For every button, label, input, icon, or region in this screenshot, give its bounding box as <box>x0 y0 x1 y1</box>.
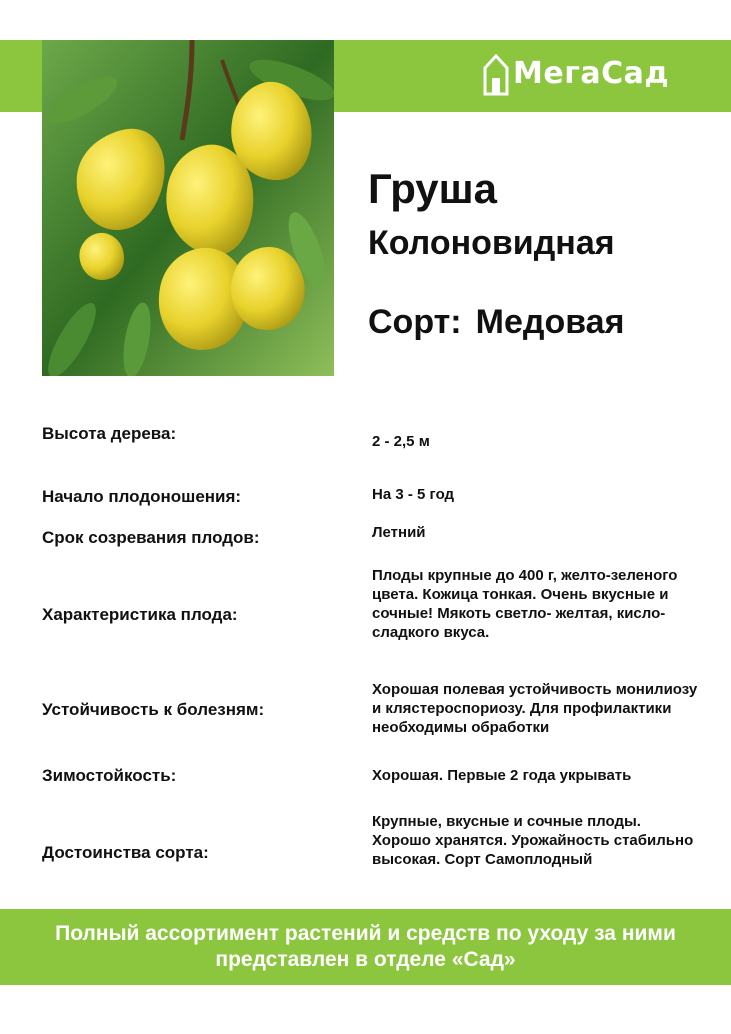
pear-photo-icon <box>42 40 334 376</box>
spec-value-fruiting-start: На 3 - 5 год <box>372 486 455 503</box>
spec-label-fruit: Характеристика плода: <box>42 605 238 624</box>
variety-line <box>368 305 624 339</box>
house-icon <box>483 52 509 96</box>
brand-name: МегаСад <box>513 56 670 91</box>
footer-band <box>0 909 731 985</box>
footer-line-1: Полный ассортимент растений и средств по уходу за ними <box>55 922 676 945</box>
variety-label: Сорт: <box>368 303 462 341</box>
spec-value-ripening: Летний <box>372 524 426 541</box>
spec-value-fruit: Плоды крупные до 400 г, желто-зеленого цвета. Кожица тонкая. Очень вкусные и сочные! Мякоть светло- желтая, кисло-сладкого вкуса. <box>372 567 678 641</box>
spec-label-winter: Зимостойкость: <box>42 766 177 785</box>
product-title: Груша <box>368 165 498 212</box>
spec-value-height: 2 - 2,5 м <box>372 433 430 450</box>
pear-photo <box>42 40 334 376</box>
spec-label-advantages: Достоинства сорта: <box>42 843 209 862</box>
product-subtitle: Колоновидная <box>368 224 615 262</box>
brand-logo <box>483 46 693 102</box>
spec-label-disease: Устойчивость к болезням: <box>42 700 265 719</box>
spec-value-advantages: Крупные, вкусные и сочные плоды. Хорошо хранятся. Урожайность стабильно высокая. Сорт Самоплодный <box>372 813 694 868</box>
spec-label-fruiting-start: Начало плодоношения: <box>42 487 242 506</box>
footer-line-2: представлен в отделе «Сад» <box>215 948 516 971</box>
spec-label-height: Высота дерева: <box>42 424 177 443</box>
spec-label-ripening: Срок созревания плодов: <box>42 528 260 547</box>
variety-name: Медовая <box>475 303 625 341</box>
spec-value-disease: Хорошая полевая устойчивость монилиозу и клястероспориозу. Для профилактики необходимы обработки <box>372 681 698 736</box>
spec-value-winter: Хорошая. Первые 2 года укрывать <box>372 767 632 784</box>
